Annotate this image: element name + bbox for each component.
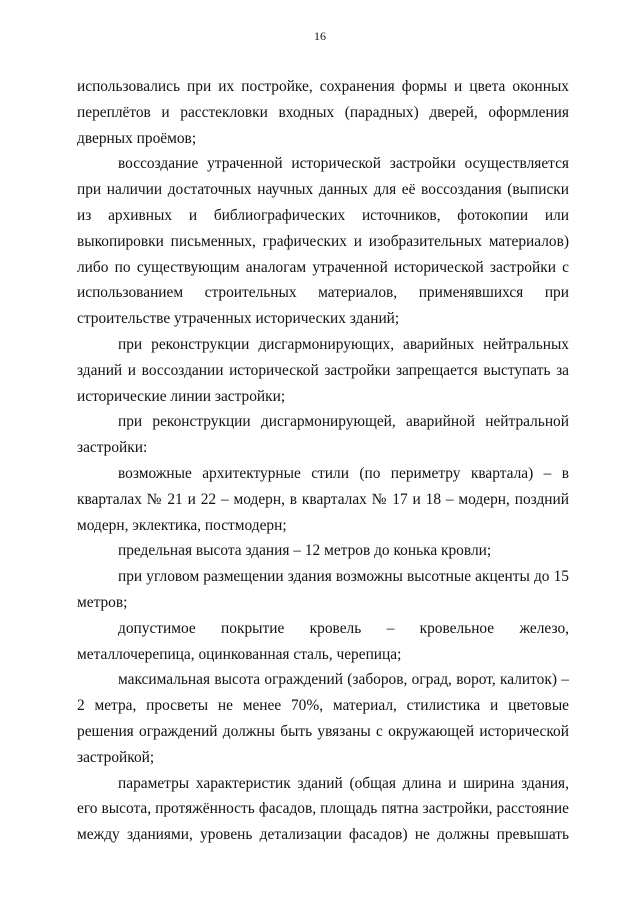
paragraph-roof-covering: допустимое покрытие кровель – кровельное железо, металлочерепица, оцинкованная сталь, черепица; bbox=[77, 619, 569, 663]
document-body bbox=[77, 74, 569, 848]
page-number: 16 bbox=[314, 29, 326, 43]
paragraph-building-parameters: параметры характеристик зданий (общая длина и ширина здания, его высота, протяжённость фасадов, площадь пятна застройки, расстояние между зданиями, уровень детализации фасадов) не должны превышать bbox=[77, 774, 569, 844]
paragraph-fence-height: максимальная высота ограждений (заборов, оград, ворот, калиток) – 2 метра, просветы не менее 70%, материал, стилистика и цветовые решения ограждений должны быть увязаны с окружающей исторической застройкой; bbox=[77, 671, 569, 766]
paragraph-corner-accents: при угловом размещении здания возможны высотные акценты до 15 метров; bbox=[77, 568, 569, 611]
paragraph-window-door-preservation: использовались при их постройке, сохранения формы и цвета оконных переплётов и расстекловки входных (парадных) дверей, оформления дверных проёмов; bbox=[77, 78, 569, 147]
paragraph-building-line-restriction: при реконструкции дисгармонирующих, аварийных нейтральных зданий и воссоздании исторической застройки запрещается выступать за исторические линии застройки; bbox=[77, 335, 569, 405]
paragraph-reconstruction-intro: при реконструкции дисгармонирующей, аварийной нейтральной застройки: bbox=[77, 413, 569, 457]
paragraph-max-building-height: предельная высота здания – 12 метров до конька кровли; bbox=[118, 542, 492, 560]
paragraph-architectural-styles: возможные архитектурные стили (по периметру квартала) – в кварталах № 21 и 22 – модерн, в кварталах № 17 и 18 – модерн, поздний модерн, эклектика, постмодерн; bbox=[77, 464, 569, 534]
paragraph-reconstruction-of-lost-buildings: воссоздание утраченной исторической застройки осуществляется при наличии достаточных научных данных для её воссоздания (выписки из архивных и библиографических источников, фотокопии или выкопировки письменных, графических и изобразительных материалов) либо по существующим аналогам утраченной исторической застройки с использованием строительных материалов, применявшихся при строительстве утраченных исторических зданий; bbox=[77, 155, 569, 328]
